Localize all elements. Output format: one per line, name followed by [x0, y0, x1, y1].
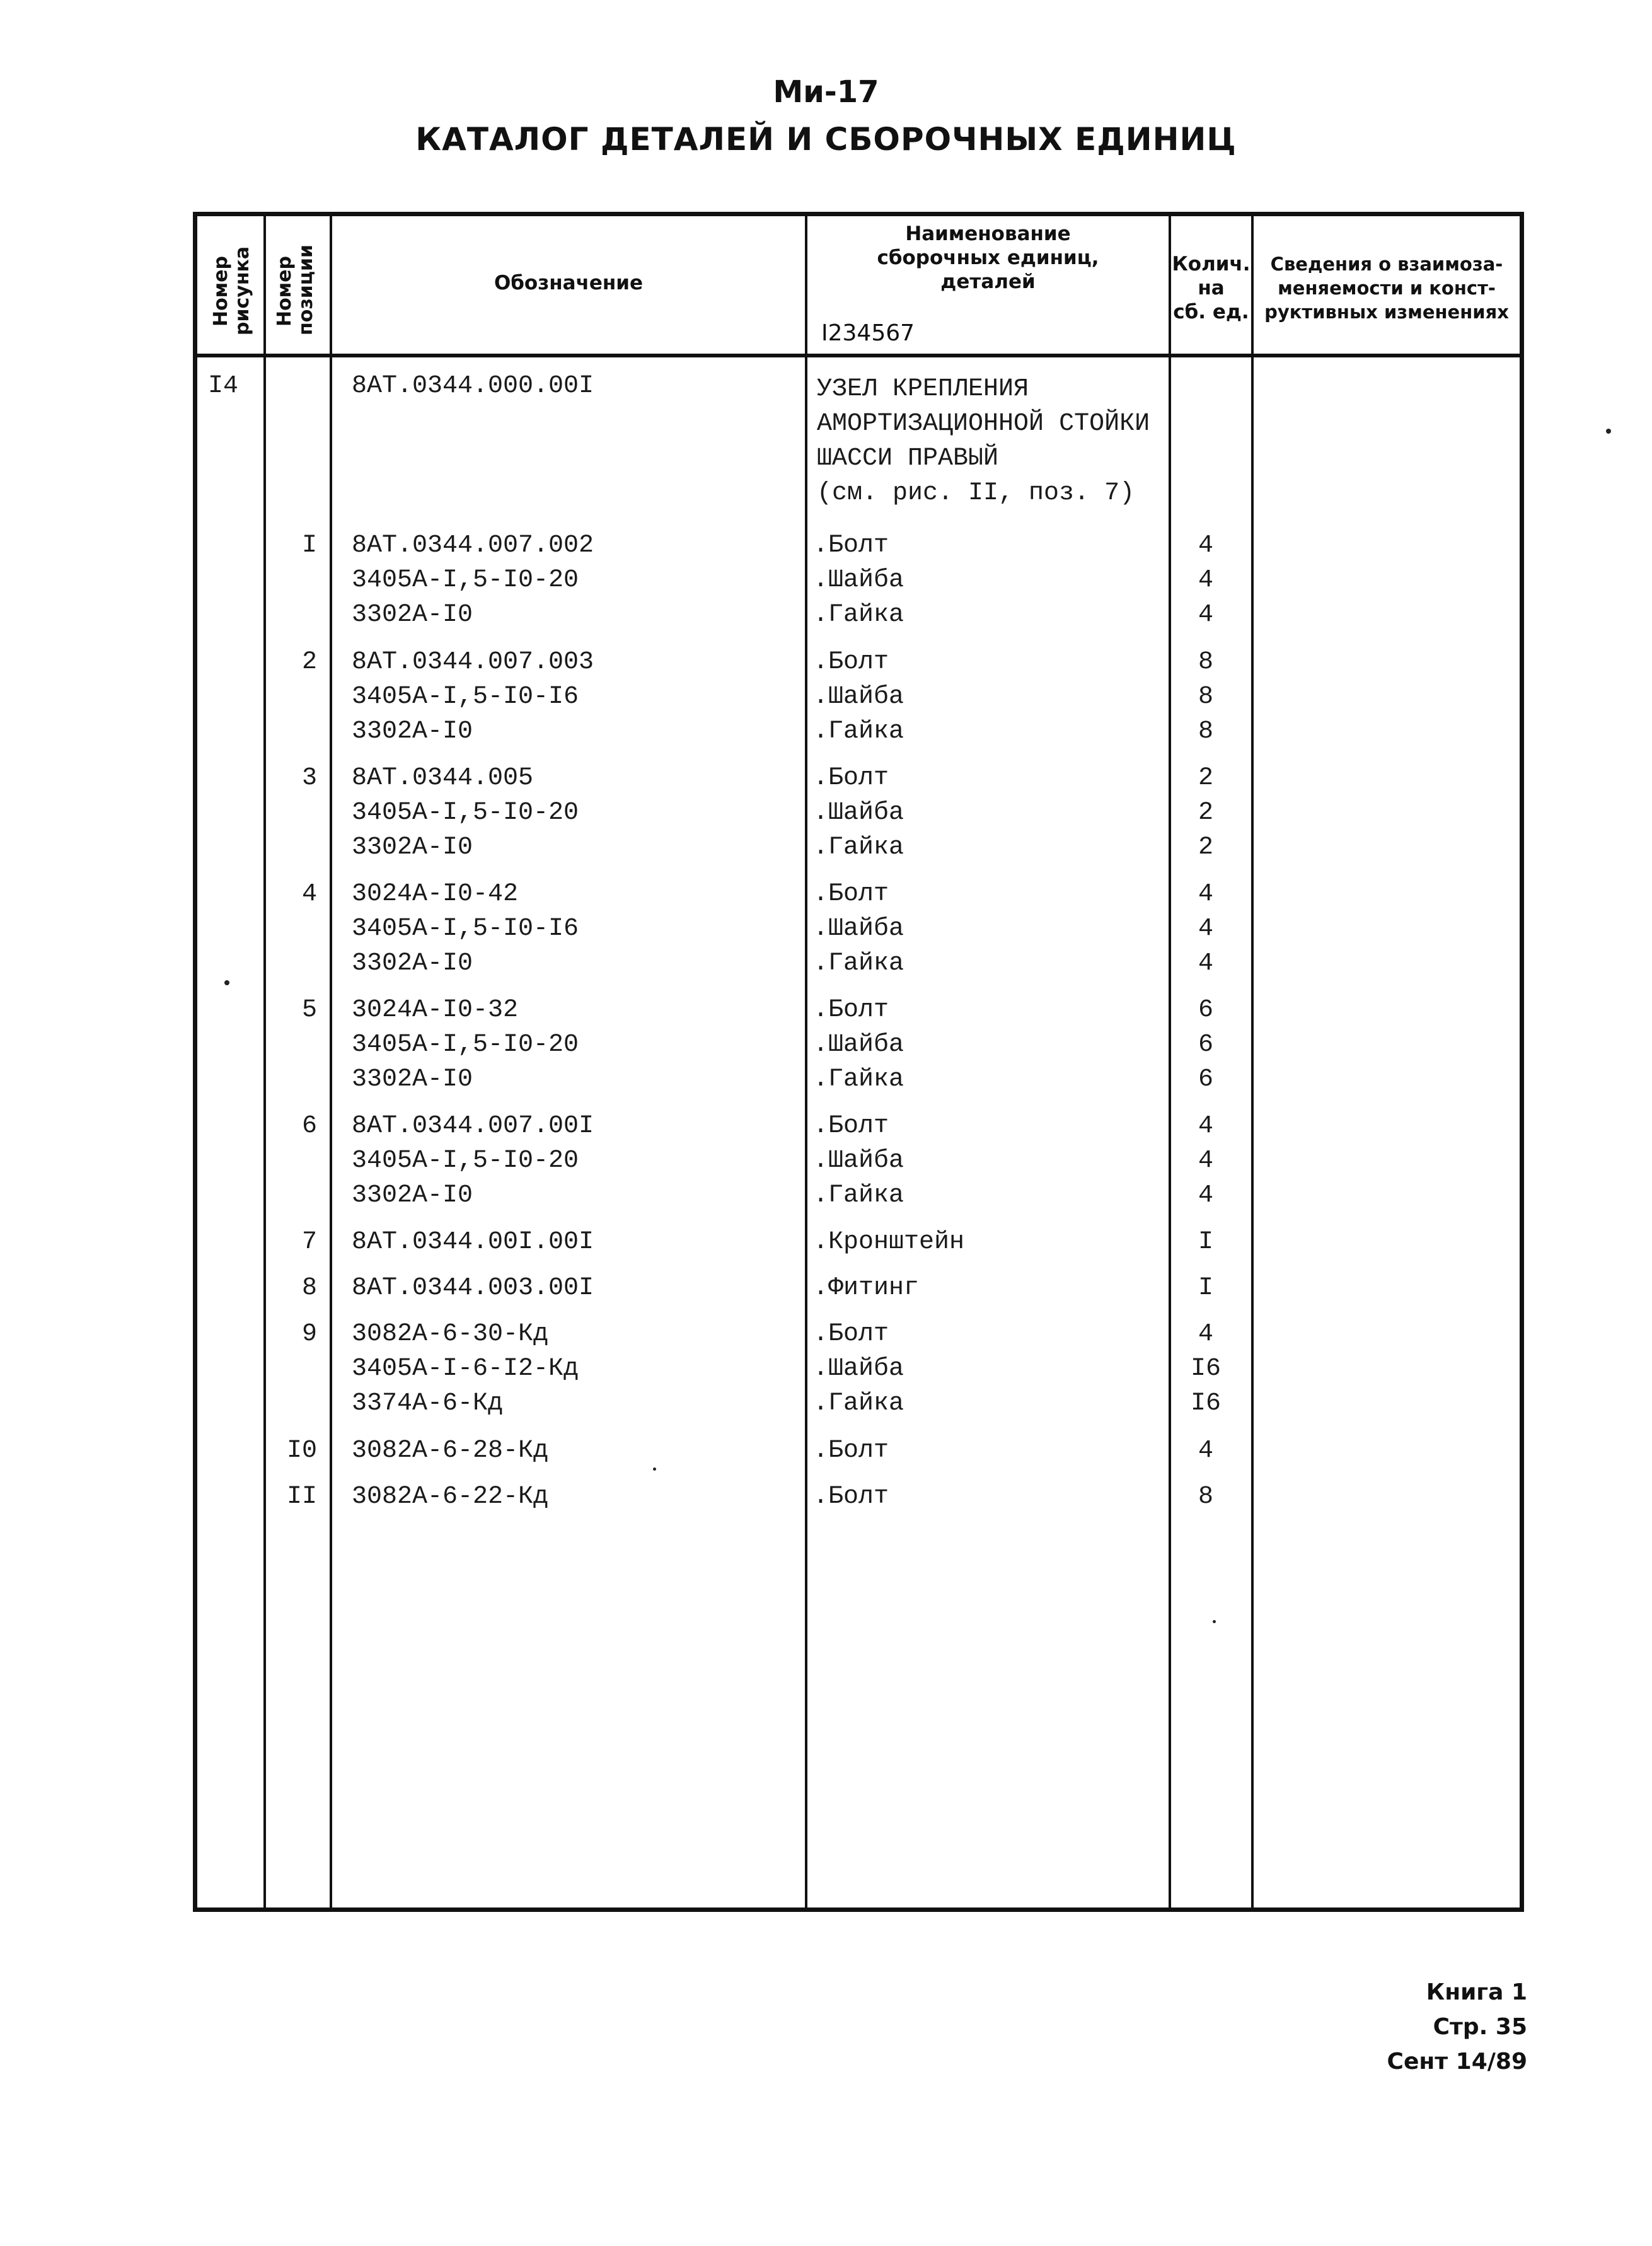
footer-book: Книга 1	[1426, 1979, 1527, 2005]
assembly-name-line: ШАССИ ПРАВЫЙ	[817, 444, 999, 473]
assembly-name-line: УЗЕЛ КРЕПЛЕНИЯ	[817, 375, 1029, 403]
row-name: .Болт	[813, 1320, 889, 1348]
row-position: 9	[301, 1320, 317, 1348]
row-name: .Гайка	[813, 1065, 904, 1094]
row-designation: 3405А-I,5-I0-I6	[352, 683, 579, 711]
row-quantity: 4	[1198, 880, 1213, 908]
divider-name-qty	[1169, 212, 1171, 1912]
header-qty-line1: Колич.	[1172, 253, 1251, 275]
row-designation: 8АТ.0344.003.00I	[352, 1274, 594, 1302]
header-info-line3: руктивных изменениях	[1264, 301, 1509, 323]
assembly-name	[817, 372, 1150, 511]
header-pos-number-text: Номер позиции	[274, 244, 317, 335]
row-quantity: 6	[1198, 996, 1213, 1024]
footer-page: Стр. 35	[1433, 2014, 1527, 2040]
row-name: .Шайба	[813, 915, 904, 943]
assembly-name-line: АМОРТИЗАЦИОННОЙ СТОЙКИ	[817, 410, 1150, 438]
row-name: .Гайка	[813, 949, 904, 978]
row-designation: 3082А-6-30-Кд	[352, 1320, 549, 1348]
row-name: .Кронштейн	[813, 1228, 965, 1256]
row-designation: 3302А-I0	[352, 949, 473, 978]
header-qty-line3: сб. ед.	[1173, 301, 1249, 323]
row-quantity: 6	[1198, 1065, 1213, 1094]
row-name: .Гайка	[813, 1181, 904, 1210]
page-title: КАТАЛОГ ДЕТАЛЕЙ И СБОРОЧНЫХ ЕДИНИЦ	[415, 121, 1237, 158]
row-quantity: 8	[1198, 1483, 1213, 1511]
row-designation: 3302А-I0	[352, 833, 473, 862]
row-designation: 3302А-I0	[352, 717, 473, 746]
header-info-line2: меняемости и конст-	[1278, 277, 1496, 299]
divider-designation-name	[805, 212, 807, 1912]
header-name-line3: деталей	[940, 270, 1036, 293]
row-designation: 3302А-I0	[352, 601, 473, 629]
header-name-line2: сборочных единиц,	[877, 246, 1099, 269]
row-quantity: I6	[1190, 1389, 1221, 1418]
row-quantity: I	[1198, 1228, 1213, 1256]
header-divider	[193, 354, 1524, 357]
row-quantity: 4	[1198, 1112, 1213, 1140]
row-name: .Фитинг	[813, 1274, 920, 1302]
divider-qty-info	[1251, 212, 1254, 1912]
row-name: .Болт	[813, 1437, 889, 1465]
row-name: .Гайка	[813, 717, 904, 746]
header-info-line1: Сведения о взаимоза-	[1270, 253, 1503, 275]
row-quantity: 4	[1198, 1147, 1213, 1175]
row-quantity: 2	[1198, 833, 1213, 862]
header-name-line1: Наименование	[905, 223, 1071, 245]
row-quantity: 4	[1198, 601, 1213, 629]
assembly-fig-number: I4	[208, 372, 239, 400]
row-quantity: 8	[1198, 683, 1213, 711]
row-quantity: 8	[1198, 648, 1213, 676]
row-quantity: 4	[1198, 915, 1213, 943]
row-designation: 3374А-6-Кд	[352, 1389, 504, 1418]
row-designation: 8АТ.0344.007.002	[352, 531, 594, 560]
header-pos-number	[274, 209, 320, 373]
row-quantity: I	[1198, 1274, 1213, 1302]
row-quantity: 4	[1198, 566, 1213, 594]
row-name: .Болт	[813, 880, 889, 908]
row-name: .Болт	[813, 996, 889, 1024]
row-quantity: 4	[1198, 1181, 1213, 1210]
row-designation: 3405А-I-6-I2-Кд	[352, 1355, 579, 1383]
row-position: 4	[301, 880, 317, 908]
page-model-title: Ми-17	[773, 74, 879, 110]
header-name-code: I234567	[821, 320, 915, 346]
header-designation: Обозначение	[494, 272, 644, 294]
row-designation: 3024А-I0-42	[352, 880, 519, 908]
scan-speck	[1213, 1620, 1216, 1623]
scan-speck	[1606, 429, 1611, 434]
row-name: .Болт	[813, 764, 889, 792]
row-name: .Шайба	[813, 683, 904, 711]
row-designation: 8АТ.0344.005	[352, 764, 534, 792]
row-designation: 3405А-I,5-I0-20	[352, 799, 579, 827]
row-designation: 3082А-6-28-Кд	[352, 1437, 549, 1465]
row-position: II	[286, 1483, 317, 1511]
row-name: .Гайка	[813, 1389, 904, 1418]
row-quantity: 4	[1198, 1437, 1213, 1465]
header-name	[807, 222, 1169, 294]
row-position: 3	[301, 764, 317, 792]
scan-speck	[224, 980, 229, 985]
row-designation: 3024А-I0-32	[352, 996, 519, 1024]
row-designation: 8АТ.0344.007.00I	[352, 1112, 594, 1140]
row-quantity: 4	[1198, 949, 1213, 978]
scan-speck	[653, 1467, 656, 1471]
row-quantity: 6	[1198, 1031, 1213, 1059]
header-info	[1254, 252, 1520, 324]
row-position: 7	[301, 1228, 317, 1256]
divider-pos-designation	[330, 212, 332, 1912]
row-quantity: 8	[1198, 717, 1213, 746]
row-name: .Шайба	[813, 1147, 904, 1175]
row-position: 6	[301, 1112, 317, 1140]
row-name: .Шайба	[813, 799, 904, 827]
row-name: .Болт	[813, 1483, 889, 1511]
row-name: .Гайка	[813, 833, 904, 862]
row-position: I	[301, 531, 317, 560]
row-position: I0	[286, 1437, 317, 1465]
row-name: .Болт	[813, 1112, 889, 1140]
row-quantity: 2	[1198, 799, 1213, 827]
row-position: 2	[301, 648, 317, 676]
header-qty	[1171, 252, 1251, 324]
row-designation: 3405А-I,5-I0-20	[352, 566, 579, 594]
header-qty-line2: на	[1198, 277, 1225, 299]
row-quantity: I6	[1190, 1355, 1221, 1383]
row-position: 5	[301, 996, 317, 1024]
row-name: .Гайка	[813, 601, 904, 629]
row-name: .Болт	[813, 531, 889, 560]
assembly-name-line: (см. рис. II, поз. 7)	[817, 479, 1135, 507]
divider-fig-pos	[263, 212, 266, 1912]
row-designation: 3302А-I0	[352, 1181, 473, 1210]
row-designation: 3405А-I,5-I0-I6	[352, 915, 579, 943]
row-designation: 3082А-6-22-Кд	[352, 1483, 549, 1511]
row-name: .Шайба	[813, 566, 904, 594]
row-designation: 3405А-I,5-I0-20	[352, 1031, 579, 1059]
row-name: .Болт	[813, 648, 889, 676]
row-quantity: 4	[1198, 531, 1213, 560]
row-position: 8	[301, 1274, 317, 1302]
row-designation: 8АТ.0344.007.003	[352, 648, 594, 676]
row-quantity: 2	[1198, 764, 1213, 792]
assembly-designation: 8АТ.0344.000.00I	[352, 372, 594, 400]
header-fig-number	[211, 209, 256, 373]
row-designation: 3302А-I0	[352, 1065, 473, 1094]
row-designation: 8АТ.0344.00I.00I	[352, 1228, 594, 1256]
row-name: .Шайба	[813, 1031, 904, 1059]
row-designation: 3405А-I,5-I0-20	[352, 1147, 579, 1175]
footer-date: Сент 14/89	[1387, 2049, 1527, 2075]
row-quantity: 4	[1198, 1320, 1213, 1348]
row-name: .Шайба	[813, 1355, 904, 1383]
header-fig-number-text: Номер рисунка	[210, 246, 253, 335]
